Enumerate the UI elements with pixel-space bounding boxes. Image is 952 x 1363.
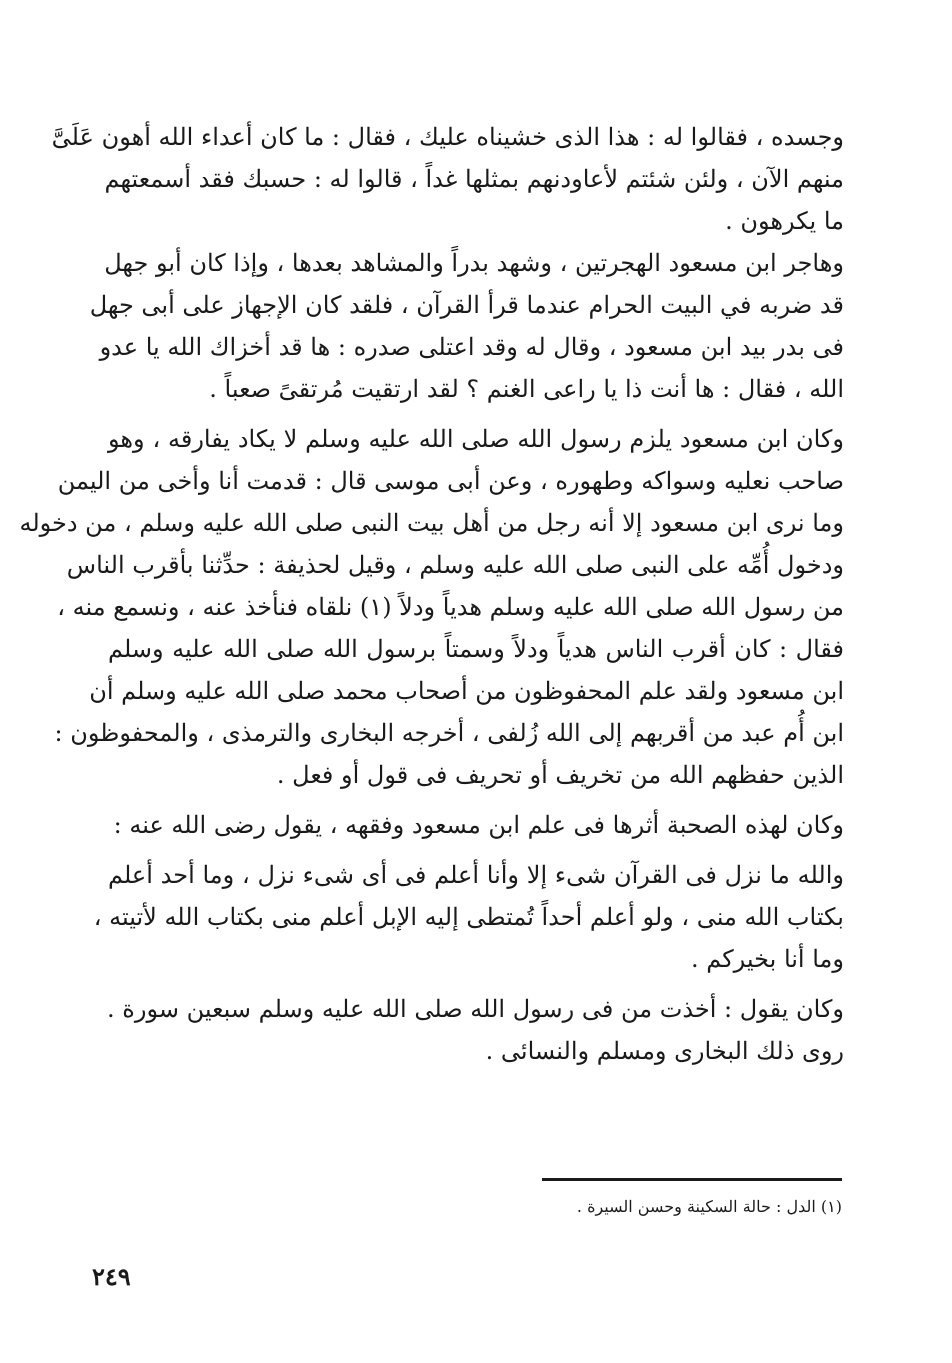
- text-line: الله ، فقال : ها أنت ذا يا راعى الغنم ؟ لقد ارتقيت مُرتقىً صعباً .: [209, 375, 844, 403]
- text-line: وما أنا بخيركم .: [691, 945, 844, 973]
- text-line: وكان لهذه الصحبة أثرها فى علم ابن مسعود وفقهه ، يقول رضى الله عنه :: [113, 811, 844, 839]
- text-line: وكان يقول : أخذت من فى رسول الله صلى الله عليه وسلم سبعين سورة .: [107, 995, 844, 1023]
- text-line: وما نرى ابن مسعود إلا أنه رجل من أهل بيت النبى صلى الله عليه وسلم ، من دخوله: [19, 509, 844, 537]
- paragraph: [51, 118, 844, 244]
- text-line: وجسده ، فقالوا له : هذا الذى خشيناه عليك ، فقال : ما كان أعداء الله أهون عَلَىَّ: [51, 123, 844, 151]
- text-line: فقال : كان أقرب الناس هدياً ودلاً وسمتاً برسول الله صلى الله عليه وسلم: [108, 635, 844, 663]
- page-number: ٢٤٩: [92, 1262, 131, 1291]
- paragraph: [93, 856, 844, 982]
- text-line: من رسول الله صلى الله عليه وسلم هدياً ودلاً (١) نلقاه فنأخذ عنه ، ونسمع منه ،: [57, 593, 844, 621]
- text-line: ما يكرهون .: [725, 207, 844, 235]
- text-line: وهاجر ابن مسعود الهجرتين ، وشهد بدراً والمشاهد بعدها ، وإذا كان أبو جهل: [104, 249, 844, 277]
- paragraph-gap: [108, 982, 844, 990]
- text-line: قد ضربه في البيت الحرام عندما قرأ القرآن ، فلقد كان الإجهاز على أبى جهل: [89, 291, 844, 319]
- text-line: بكتاب الله منى ، ولو أعلم أحداً تُمتطى إليه الإبل أعلم منى بكتاب الله لأتيته ،: [93, 903, 844, 931]
- paragraph-gap: [108, 798, 844, 806]
- text-line: فى بدر بيد ابن مسعود ، وقال له وقد اعتلى صدره : ها قد أخزاك الله يا عدو: [99, 333, 844, 361]
- text-line: صاحب نعليه وسواكه وطهوره ، وعن أبى موسى قال : قدمت أنا وأخى من اليمن: [57, 467, 844, 495]
- text-line: والله ما نزل فى القرآن شىء إلا وأنا أعلم فى أى شىء نزل ، وما أحد أعلم: [108, 861, 844, 889]
- text-line: ابن أُم عبد من أقربهم إلى الله زُلفى ، أخرجه البخارى والترمذى ، والمحفوظون :: [54, 719, 844, 747]
- paragraph: [89, 244, 844, 412]
- footnote-divider: [542, 1178, 842, 1181]
- text-line: ابن مسعود ولقد علم المحفوظون من أصحاب محمد صلى الله عليه وسلم أن: [89, 677, 844, 705]
- paragraph: [108, 990, 844, 1074]
- paragraph-gap: [108, 848, 844, 856]
- text-line: وكان ابن مسعود يلزم رسول الله صلى الله عليه وسلم لا يكاد يفارقه ، وهو: [108, 425, 845, 453]
- text-line: منهم الآن ، ولئن شئتم لأعاودنهم بمثلها غداً ، قالوا له : حسبك فقد أسمعتهم: [104, 165, 844, 193]
- footnote: (١) الدل : حالة السكينة وحسن السيرة .: [576, 1197, 842, 1216]
- text-line: الذين حفظهم الله من تخريف أو تحريف فى قول أو فعل .: [276, 761, 844, 789]
- body-text: [19, 118, 845, 1074]
- text-line: ودخول أُمِّه على النبى صلى الله عليه وسلم ، وقيل لحذيفة : حدِّثنا بأقرب الناس: [66, 551, 844, 579]
- paragraph: [19, 420, 845, 798]
- paragraph-gap: [108, 412, 844, 420]
- text-line: روى ذلك البخارى ومسلم والنسائى .: [485, 1037, 844, 1065]
- paragraph: [108, 806, 844, 848]
